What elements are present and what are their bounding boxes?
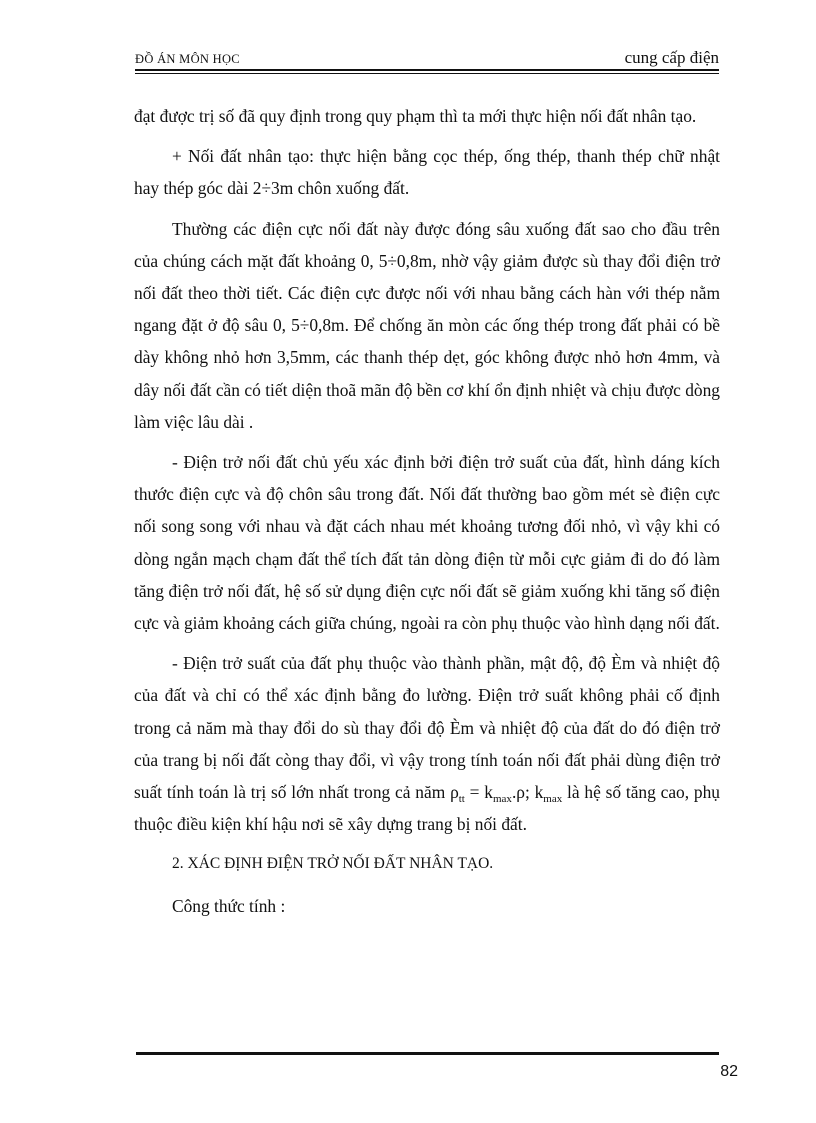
header-rule-thin [135,73,719,74]
rho-subscript: tt [458,793,465,806]
formula-label: Công thức tính : [172,895,286,916]
header-subject: cung cấp điện [624,48,719,67]
paragraph-artificial-grounding: + Nối đất nhân tạo: thực hiện bằng cọc thép, ống thép, thanh thép chữ nhật hay thép góc dài 2÷3m chôn xuống đất. [134,146,720,199]
kmax-subscript: max [492,793,512,806]
resistivity-tail: là hệ số tăng cao, phụ thuộc điều kiện khí hậu nơi sẽ xây dựng trang bị nối đất. [134,782,720,835]
document-body [134,100,720,930]
formula-rho: .ρ; k [511,782,544,803]
rho-symbol: ρ [450,782,459,803]
paragraph-electrode-depth: Thường các điện cực nối đất này được đóng sâu xuống đất sao cho đầu trên của chúng cách mặt đất khoảng 0, 5÷0,8m, nhờ vậy giảm được sù thay đổi điện trở nối đất theo thời tiết. Các điện cực được nối với nhau bằng cách hàn với thép nằm ngang đặt ở độ sâu 0, 5÷0,8m. Để chống ăn mòn các ống thép trong đất phải có bề dày không nhỏ hơn 3,5mm, các thanh thép dẹt, góc không được nhỏ hơn 4mm, và dây nối đất cần có tiết diện thoã mãn độ bền cơ khí ổn định nhiệt và chịu được dòng làm việc lâu dài . [134,218,720,432]
resistivity-text: - Điện trở suất của đất phụ thuộc vào thành phần, mật độ, độ Èm và nhiệt độ của đất và chỉ có thể xác định bằng đo lường. Điện trở suất không phải cố định trong cả năm mà thay đổi do sù thay đổi độ Èm và nhiệt độ của đất do đó điện trở của trang bị nối đất còng thay đổi, vì vậy trong tính toán nối đất phải dùng điện trở suất tính toán là trị số lớn nhất trong cả năm [134,653,720,803]
footer-rule [136,1052,719,1055]
paragraph-continuation: đạt được trị số đã quy định trong quy phạm thì ta mới thực hiện nối đất nhân tạo. [134,106,697,126]
page-number: 82 [720,1063,738,1080]
paragraph-resistivity [134,647,720,840]
header-rule [135,69,719,71]
section-heading: 2. XÁC ĐỊNH ĐIỆN TRỞ NỐI ĐẤT NHÂN TẠO. [172,855,494,873]
formula-eq: = k [464,782,493,803]
paragraph-grounding-resistance: - Điện trở nối đất chủ yếu xác định bởi điện trở suất của đất, hình dáng kích thước điện cực và độ chôn sâu trong đất. Nối đất thường bao gồm mét sè điện cực nối song song với nhau và đặt cách nhau mét khoảng tương đối nhỏ, vì vậy khi có dòng ngắn mạch chạm đất thể tích đất tản dòng điện từ mỗi cực giảm đi do đó làm tăng điện trở nối đất, hệ số sử dụng điện cực nối đất sẽ giảm xuống khi tăng số điện cực và giảm khoảng cách giữa chúng, ngoài ra còn phụ thuộc vào hình dạng nối đất. [134,452,720,634]
header-course-title: ĐỒ ÁN MÔN HỌC [135,52,240,66]
kmax-subscript-2: max [543,793,563,806]
